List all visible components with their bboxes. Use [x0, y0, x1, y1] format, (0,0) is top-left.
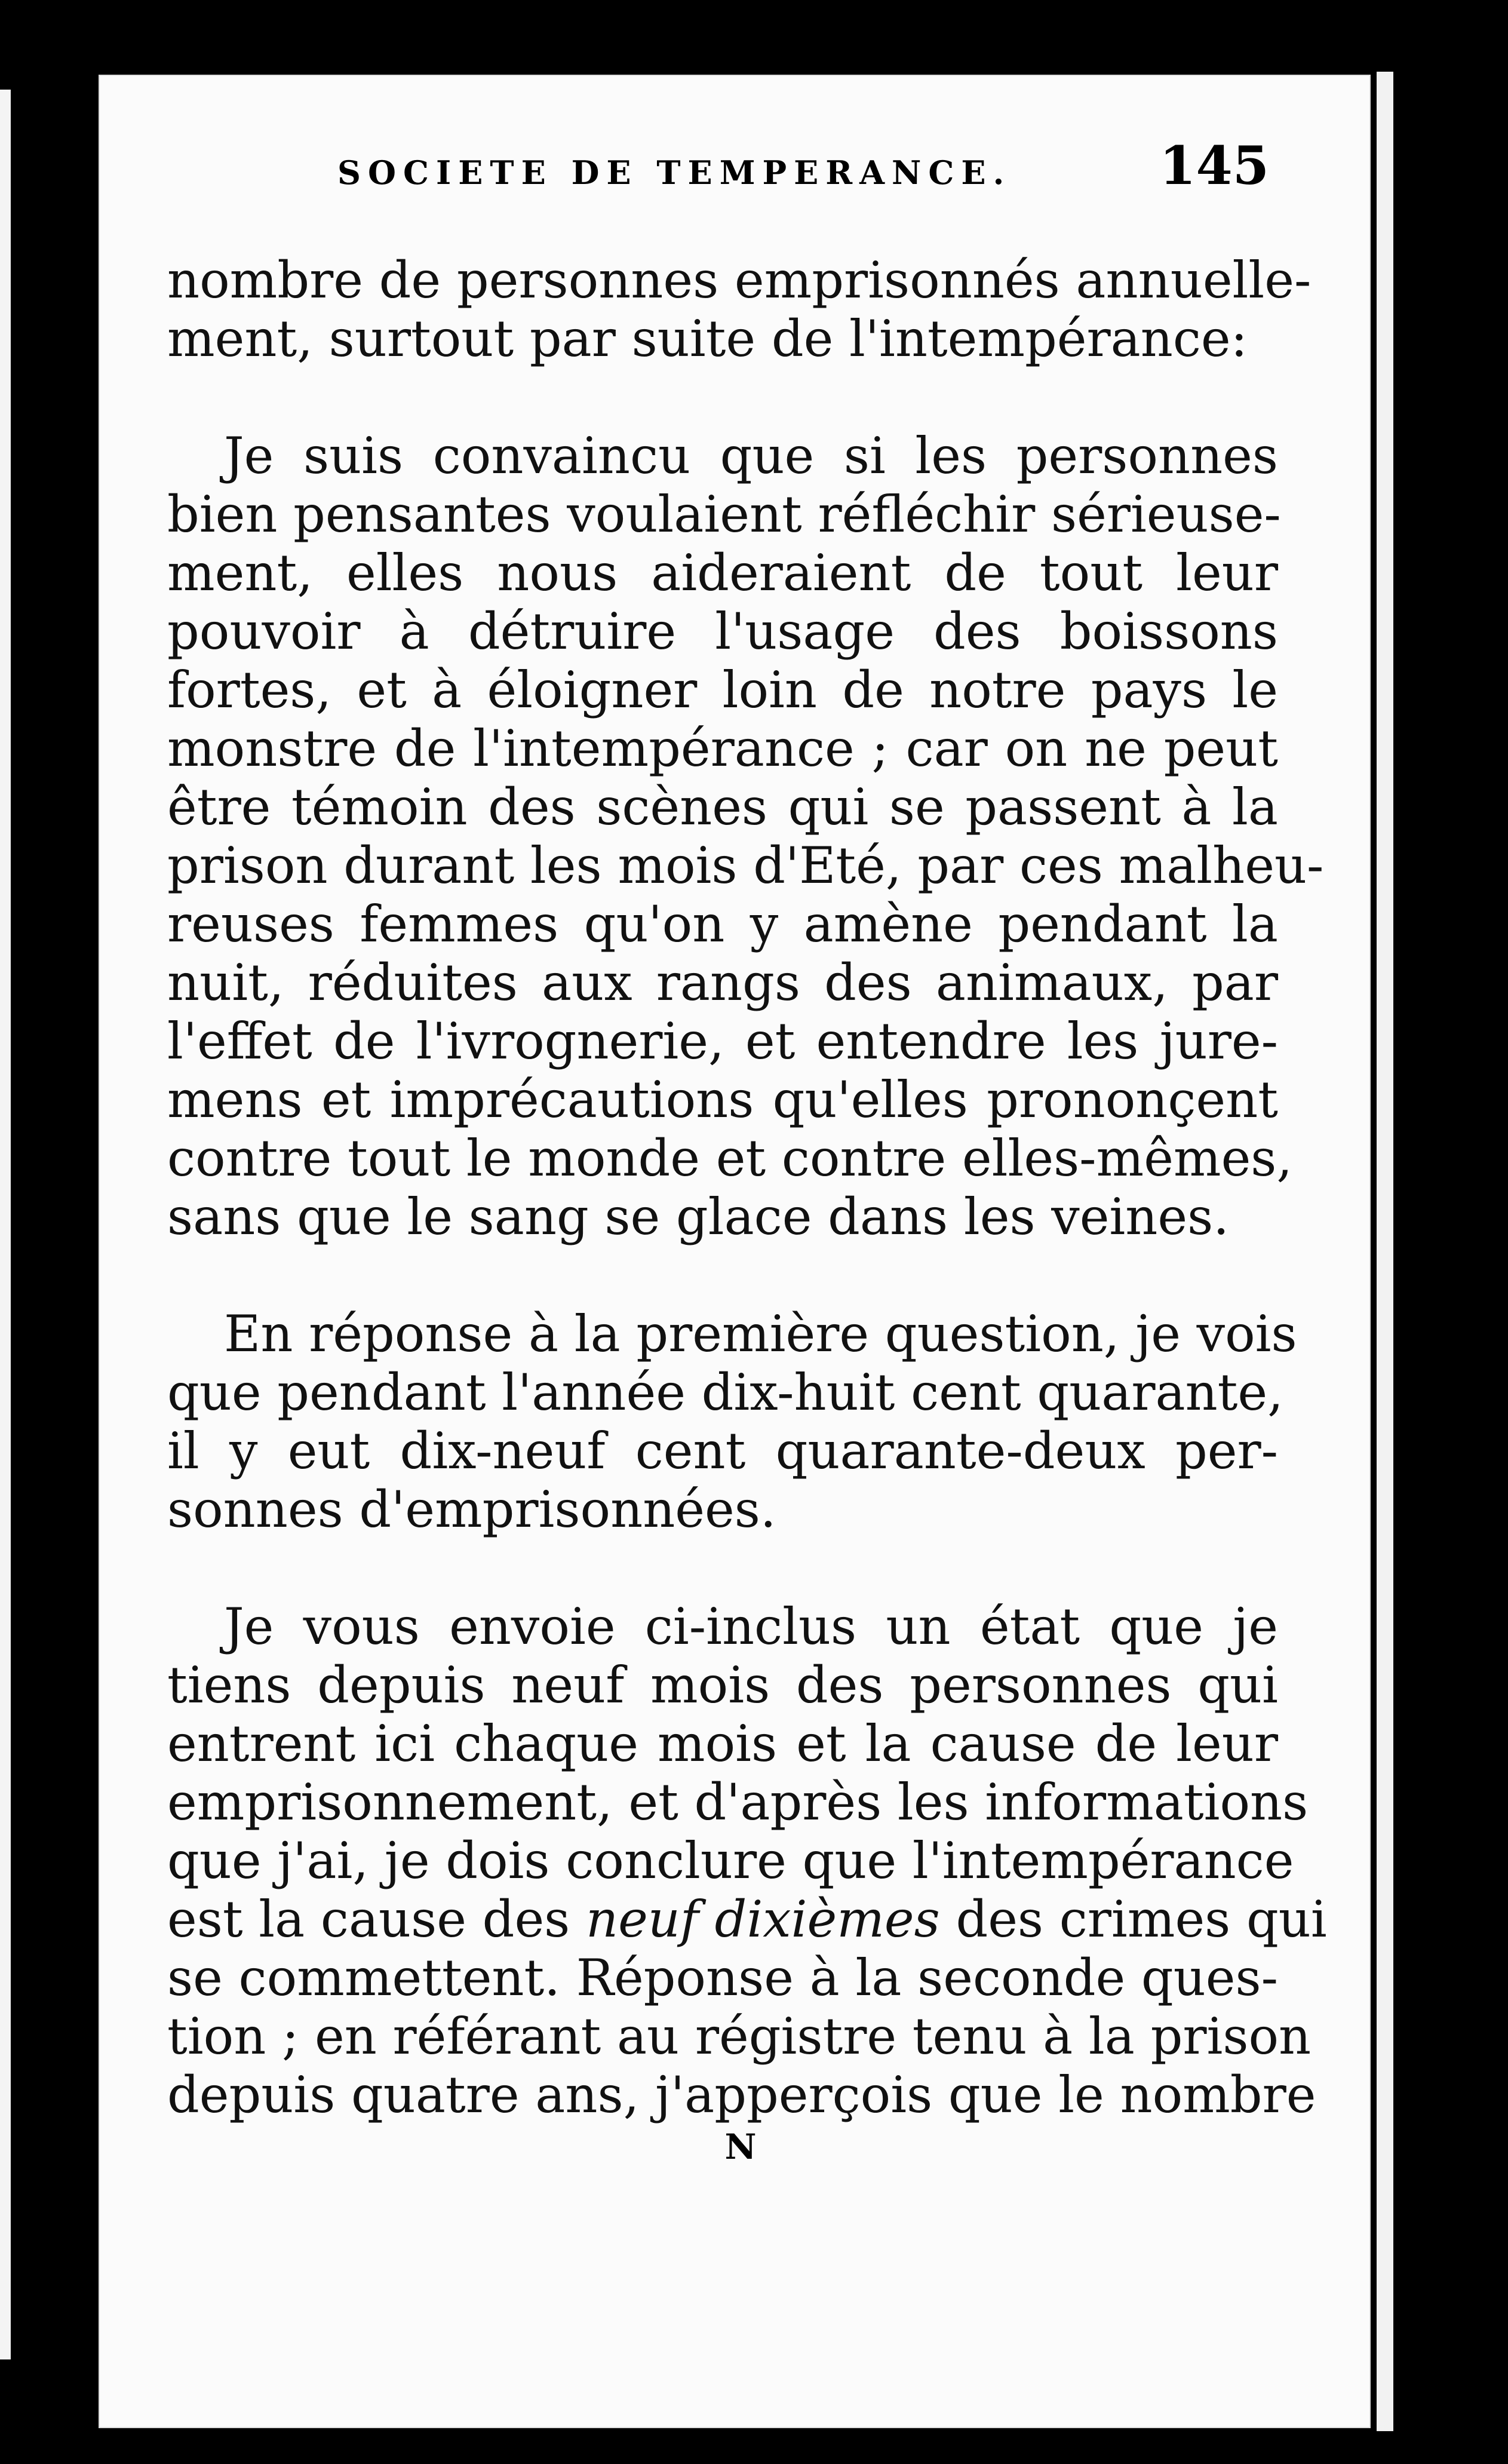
text-fragment: des crimes qui [956, 1890, 1327, 1949]
text-line: il y eut dix-neuf cent quarante-deux per- [167, 1422, 1278, 1480]
text-fragment: est la cause des [167, 1890, 570, 1949]
text-line: tiens depuis neuf mois des personnes qui [167, 1656, 1278, 1714]
text-line: fortes, et à éloigner loin de notre pays le [167, 661, 1278, 719]
text-line: depuis quatre ans, j'apperçois que le nombre [167, 2066, 1316, 2124]
signature-mark: N [724, 2127, 757, 2167]
running-title: SOCIETE DE TEMPERANCE. [337, 154, 1012, 192]
page-right-shadow [1371, 75, 1377, 2428]
text-line: tion ; en référant au régistre tenu à la prison [167, 2007, 1312, 2066]
text-line: En réponse à la première question, je vois [224, 1305, 1297, 1363]
text-line: emprisonnement, et d'après les informations [167, 1773, 1309, 1831]
text-line: mens et imprécautions qu'elles prononçent [167, 1070, 1278, 1129]
italic-phrase: neuf dixièmes [585, 1890, 940, 1949]
text-line: prison durant les mois d'Eté, par ces malheu- [167, 836, 1324, 895]
facing-page-edge [0, 90, 11, 2359]
text-line: reuses femmes qu'on y amène pendant la [167, 895, 1278, 953]
text-line: pouvoir à détruire l'usage des boissons [167, 602, 1278, 661]
text-line: Je vous envoie ci-inclus un état que je [224, 1597, 1278, 1656]
text-line: nuit, réduites aux rangs des animaux, par [167, 953, 1278, 1012]
text-line: bien pensantes voulaient réfléchir sérieuse- [167, 485, 1281, 544]
text-line: contre tout le monde et contre elles-mêmes, [167, 1129, 1293, 1187]
text-line: ment, elles nous aideraient de tout leur [167, 544, 1278, 602]
text-line: entrent ici chaque mois et la cause de leur [167, 1714, 1278, 1773]
text-line-with-italic [167, 1890, 1327, 1949]
text-line: que j'ai, je dois conclure que l'intempérance [167, 1831, 1294, 1890]
running-header [337, 134, 1269, 200]
page-number: 145 [1159, 134, 1269, 197]
scan-left-margin [0, 0, 99, 2464]
text-line: être témoin des scènes qui se passent à la [167, 778, 1278, 836]
text-line: monstre de l'intempérance ; car on ne peut [167, 719, 1278, 778]
text-line: sans que le sang se glace dans les veines. [167, 1187, 1229, 1246]
scan-right-margin [1393, 0, 1508, 2464]
text-line: nombre de personnes emprisonnés annuelle- [167, 251, 1312, 309]
text-line: que pendant l'année dix-huit cent quarante, [167, 1363, 1283, 1422]
page-body [167, 251, 1327, 2124]
page-fore-edge [1377, 72, 1393, 2431]
text-line: sonnes d'emprisonnées. [167, 1480, 776, 1539]
text-line: Je suis convaincu que si les personnes [224, 426, 1278, 485]
text-line: se commettent. Réponse à la seconde ques- [167, 1949, 1278, 2007]
text-line: ment, surtout par suite de l'intempérance: [167, 309, 1248, 368]
text-line: l'effet de l'ivrognerie, et entendre les jure- [167, 1012, 1278, 1070]
